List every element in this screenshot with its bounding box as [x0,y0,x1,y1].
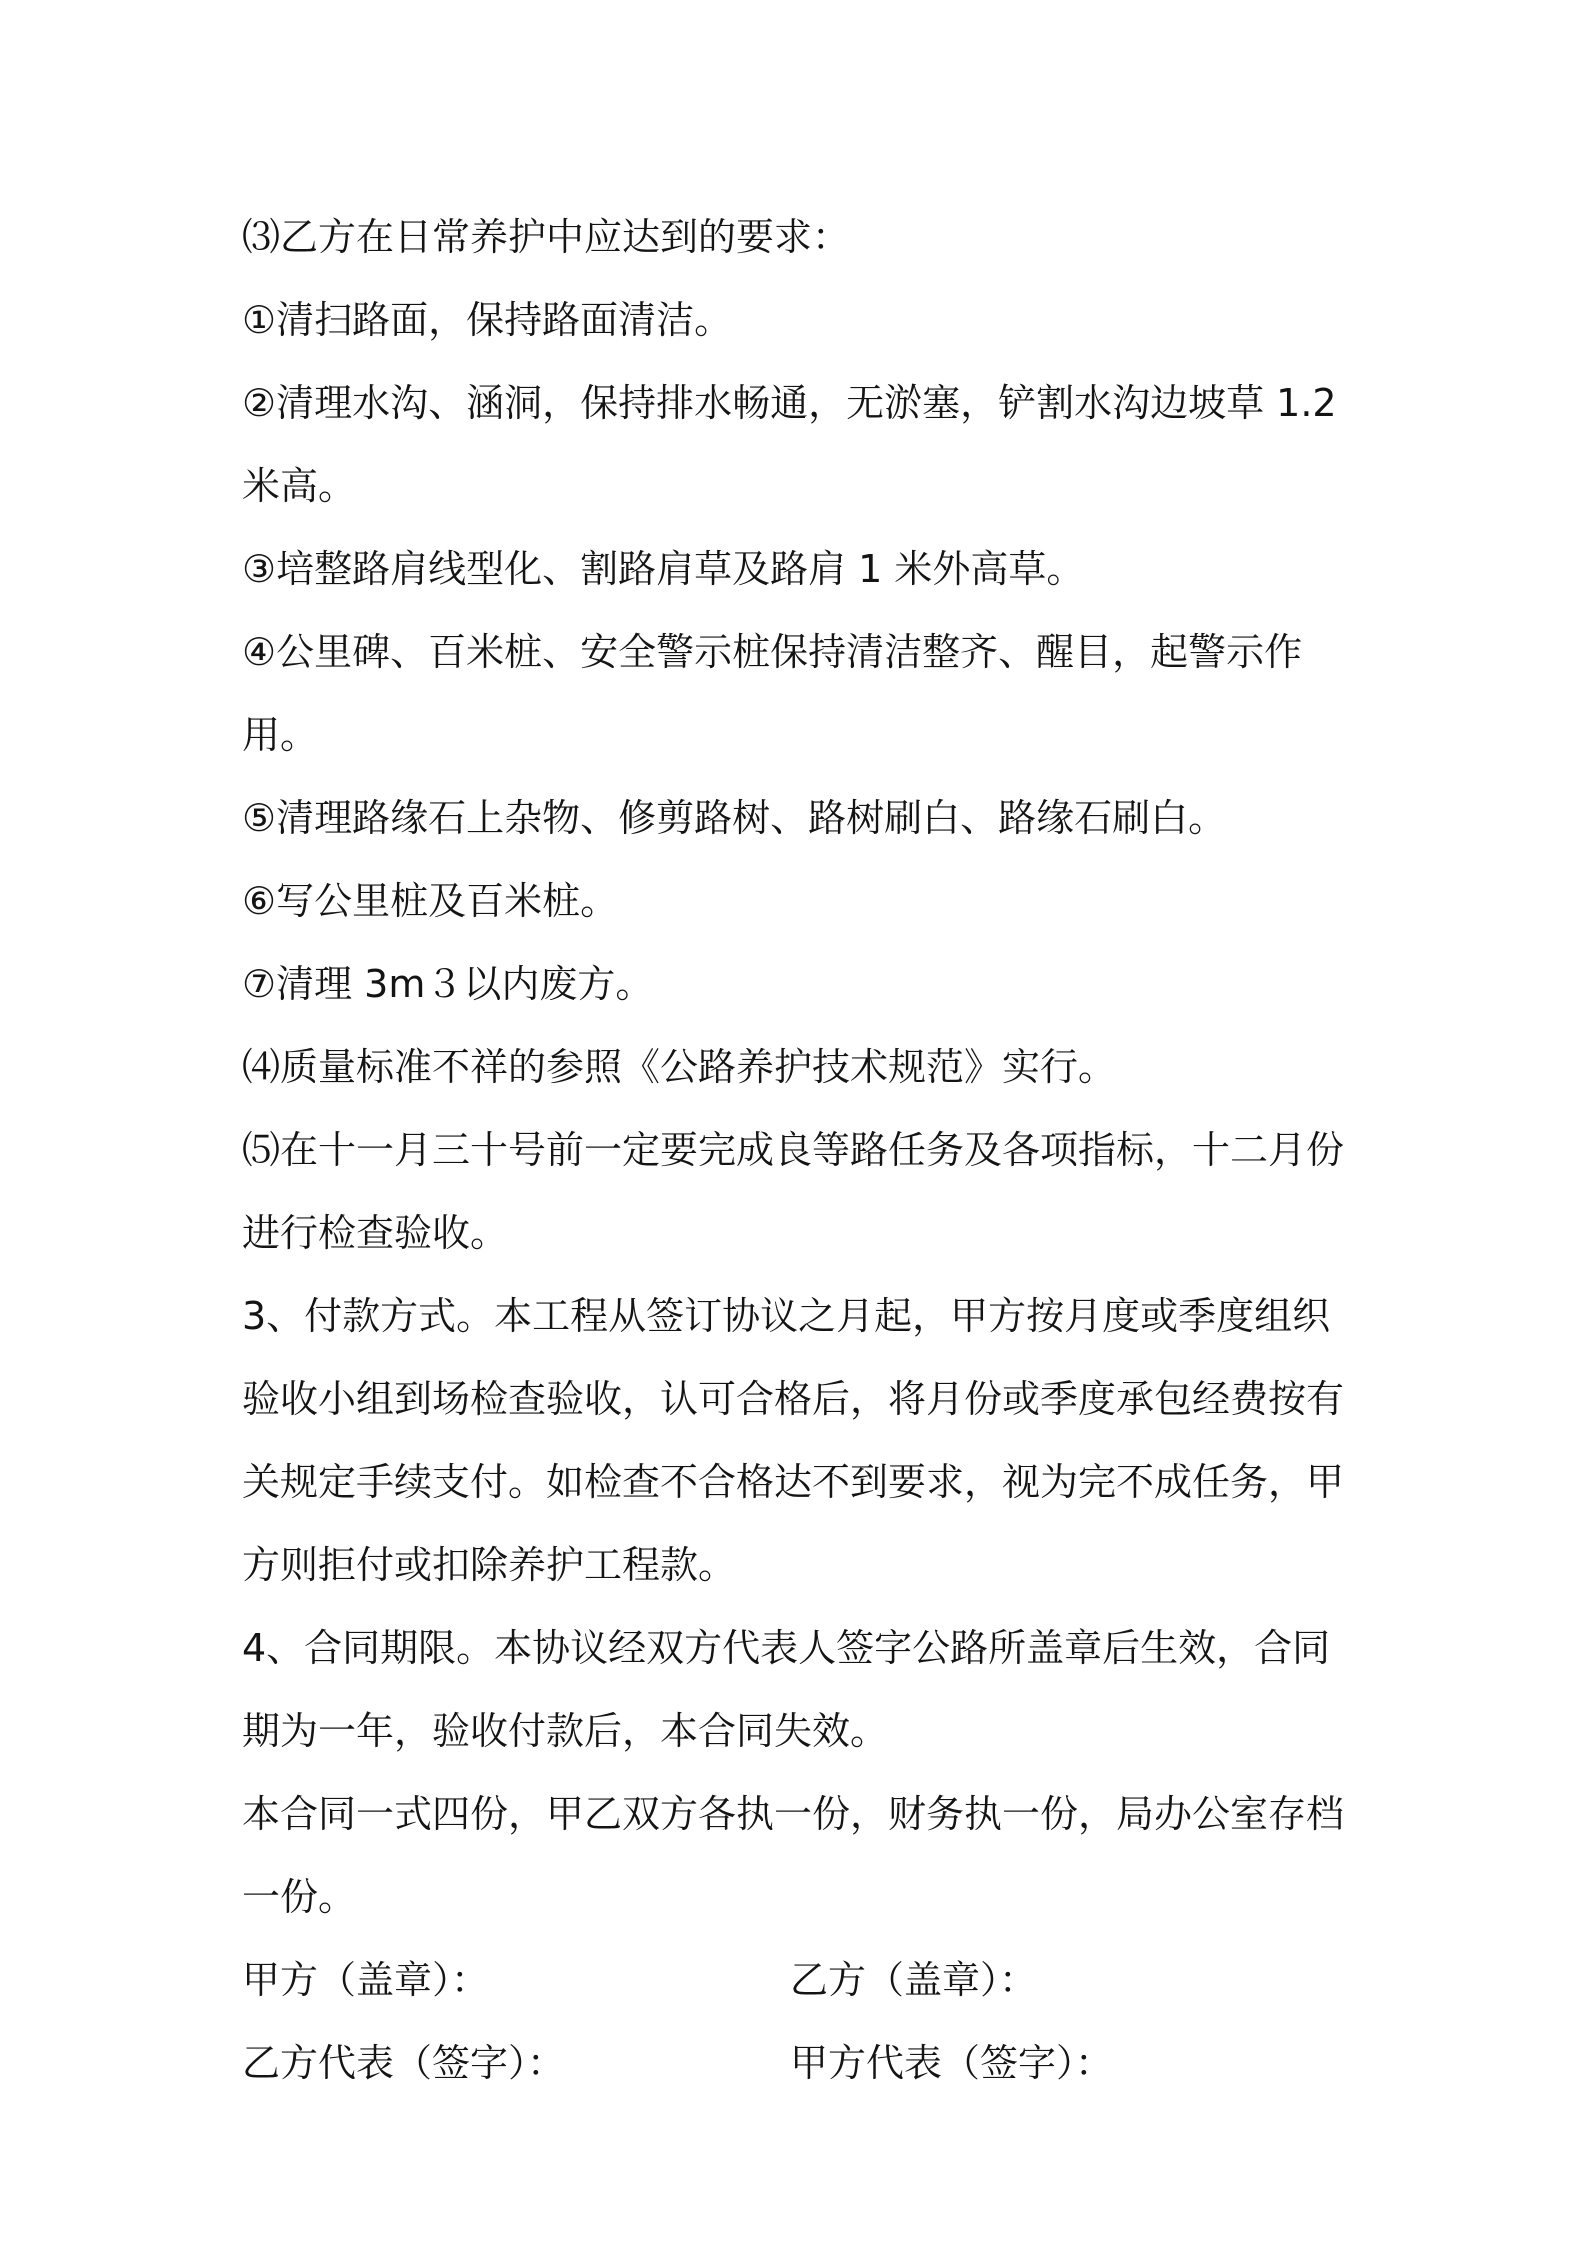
party-b-representative-label: 乙方代表（签字）： [242,2041,566,2085]
party-a-seal-label: 甲方（盖章）： [242,1958,490,2002]
clause-4-quality-standard: ⑷质量标准不祥的参照《公路养护技术规范》实行。 [242,1045,1117,1089]
item-2-clear-ditches: ②清理水沟、涵洞，保持排水畅通，无淤塞，铲割水沟边坡草 1.2 米高。 [242,381,1337,508]
party-a-representative-label: 甲方代表（签字）： [790,2041,1114,2085]
copies-note: 本合同一式四份，甲乙双方各执一份，财务执一份，局办公室存档一份。 [242,1792,1345,1919]
clause-5-deadline: ⑸在十一月三十号前一定要完成良等路任务及各项指标，十二月份进行检查验收。 [242,1128,1345,1255]
signature-row [242,2022,1362,2105]
party-b-seal-label: 乙方（盖章）： [790,1958,1038,2002]
clause-3-requirements: ⑶乙方在日常养护中应达到的要求： [242,215,851,259]
contract-body [242,196,1362,2105]
seal-row [242,1939,1362,2022]
item-7-debris: ⑦清理 3m３以内废方。 [242,962,654,1006]
section-3-payment: 3、付款方式。本工程从签订协议之月起，甲方按月度或季度组织验收小组到场检查验收，认可合格后，将月份或季度承包经费按有关规定手续支付。如检查不合格达不到要求，视为完不成任务，甲方则拒付或扣除养护工程款。 [242,1294,1345,1587]
item-4-markers: ④公里碑、百米桩、安全警示桩保持清洁整齐、醒目，起警示作用。 [242,630,1303,757]
item-5-curbstones: ⑤清理路缘石上杂物、修剪路树、路树刷白、路缘石刷白。 [242,796,1227,840]
item-6-write-posts: ⑥写公里桩及百米桩。 [242,879,619,923]
section-4-term: 4、合同期限。本协议经双方代表人签字公路所盖章后生效，合同期为一年，验收付款后，本合同失效。 [242,1626,1331,1753]
item-3-shoulder: ③培整路肩线型化、割路肩草及路肩 1 米外高草。 [242,547,1085,591]
item-1-sweep-road: ①清扫路面，保持路面清洁。 [242,298,733,342]
